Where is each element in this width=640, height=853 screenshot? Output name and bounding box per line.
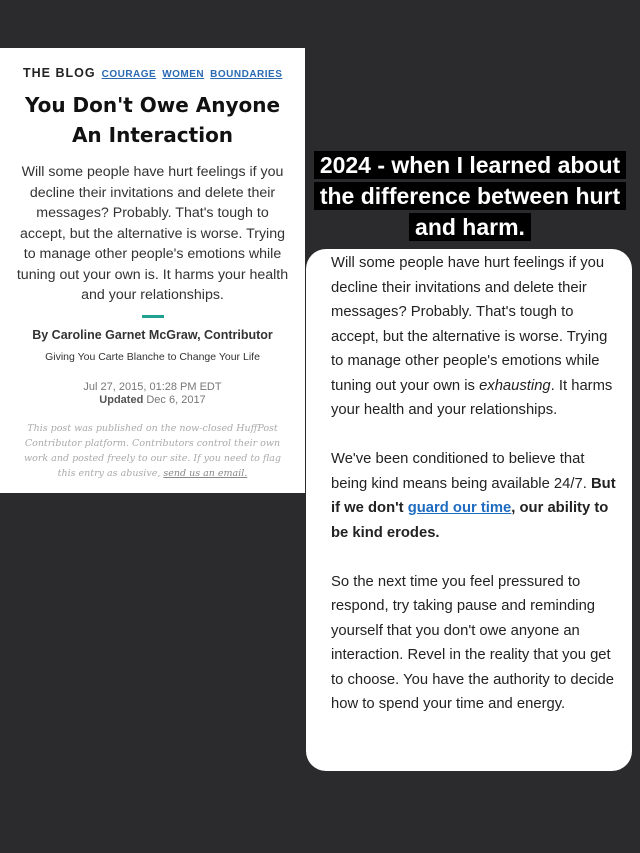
p2-text-a: We've been conditioned to believe that being kind means being available 24/7. (331, 451, 587, 492)
published-date: Jul 27, 2015, 01:28 PM EDT (83, 380, 222, 393)
article-title-line2: An Interaction (71, 123, 234, 147)
p2-bold-a: But if we don't (331, 475, 616, 516)
quote-paragraph-3: So the next time you feel pressured to respond, try taking pause and reminding yourself that you don't owe anyone an interaction. Revel in the reality that you get to choose. You have the authority to decide how to spend your time and energy. (331, 573, 614, 712)
headline-line3: and harm. (409, 213, 531, 241)
headline-line1: 2024 - when I learned about (314, 151, 626, 179)
headline-line2: the difference between hurt (314, 182, 626, 210)
updated-date: Dec 6, 2017 (146, 393, 206, 406)
quote-card (306, 249, 632, 771)
article-title-line1: You Don't Owe Anyone (24, 93, 281, 117)
send-email-link[interactable]: send us an email. (163, 467, 248, 479)
accent-divider (142, 315, 164, 318)
tag-women[interactable]: WOMEN (162, 69, 205, 80)
blog-section-label: THE BLOG (23, 66, 96, 80)
blog-screenshot-card (0, 48, 305, 493)
article-lede: Will some people have hurt feelings if you decline their invitations and delete their messages? Probably. That's tough to accept, but the alternative is worse. Trying to manage other people's emotions while tuning out your own is. It harms your health and your relationships. (16, 164, 289, 303)
contributor-disclaimer (14, 421, 291, 481)
author-tagline: Giving You Carte Blanche to Change Your Life (45, 350, 260, 363)
guard-our-time-link[interactable]: guard our time (407, 500, 512, 516)
tag-boundaries[interactable]: BOUNDARIES (210, 69, 283, 80)
quote-paragraph-1 (331, 251, 618, 423)
disclaimer-text: This post was published on the now-closed HuffPost Contributor platform. Contributors control their own work and posted freely to our site. If you need to flag this entry as abusive, (24, 422, 281, 479)
tag-courage[interactable]: COURAGE (101, 69, 157, 80)
updated-label: Updated (99, 393, 144, 406)
p2-bold-b: , our ability to be kind erodes. (331, 500, 609, 541)
p1-emphasis: exhausting (479, 377, 551, 394)
blog-header (14, 66, 291, 80)
quote-paragraph-2 (331, 447, 618, 545)
p1-text-b: . It harms your health and your relationships. (331, 377, 613, 418)
p1-text-a: Will some people have hurt feelings if you decline their invitations and delete their messages? Probably. That's tough to accept, but the alternative is worse. Trying to manage other people's emotions while tuning out your own is (331, 255, 608, 394)
author-byline: By Caroline Garnet McGraw, Contributor (32, 327, 273, 342)
article-dates (14, 381, 291, 407)
updated-line (14, 394, 291, 407)
overlay-headline (300, 150, 640, 243)
article-title (14, 90, 291, 150)
